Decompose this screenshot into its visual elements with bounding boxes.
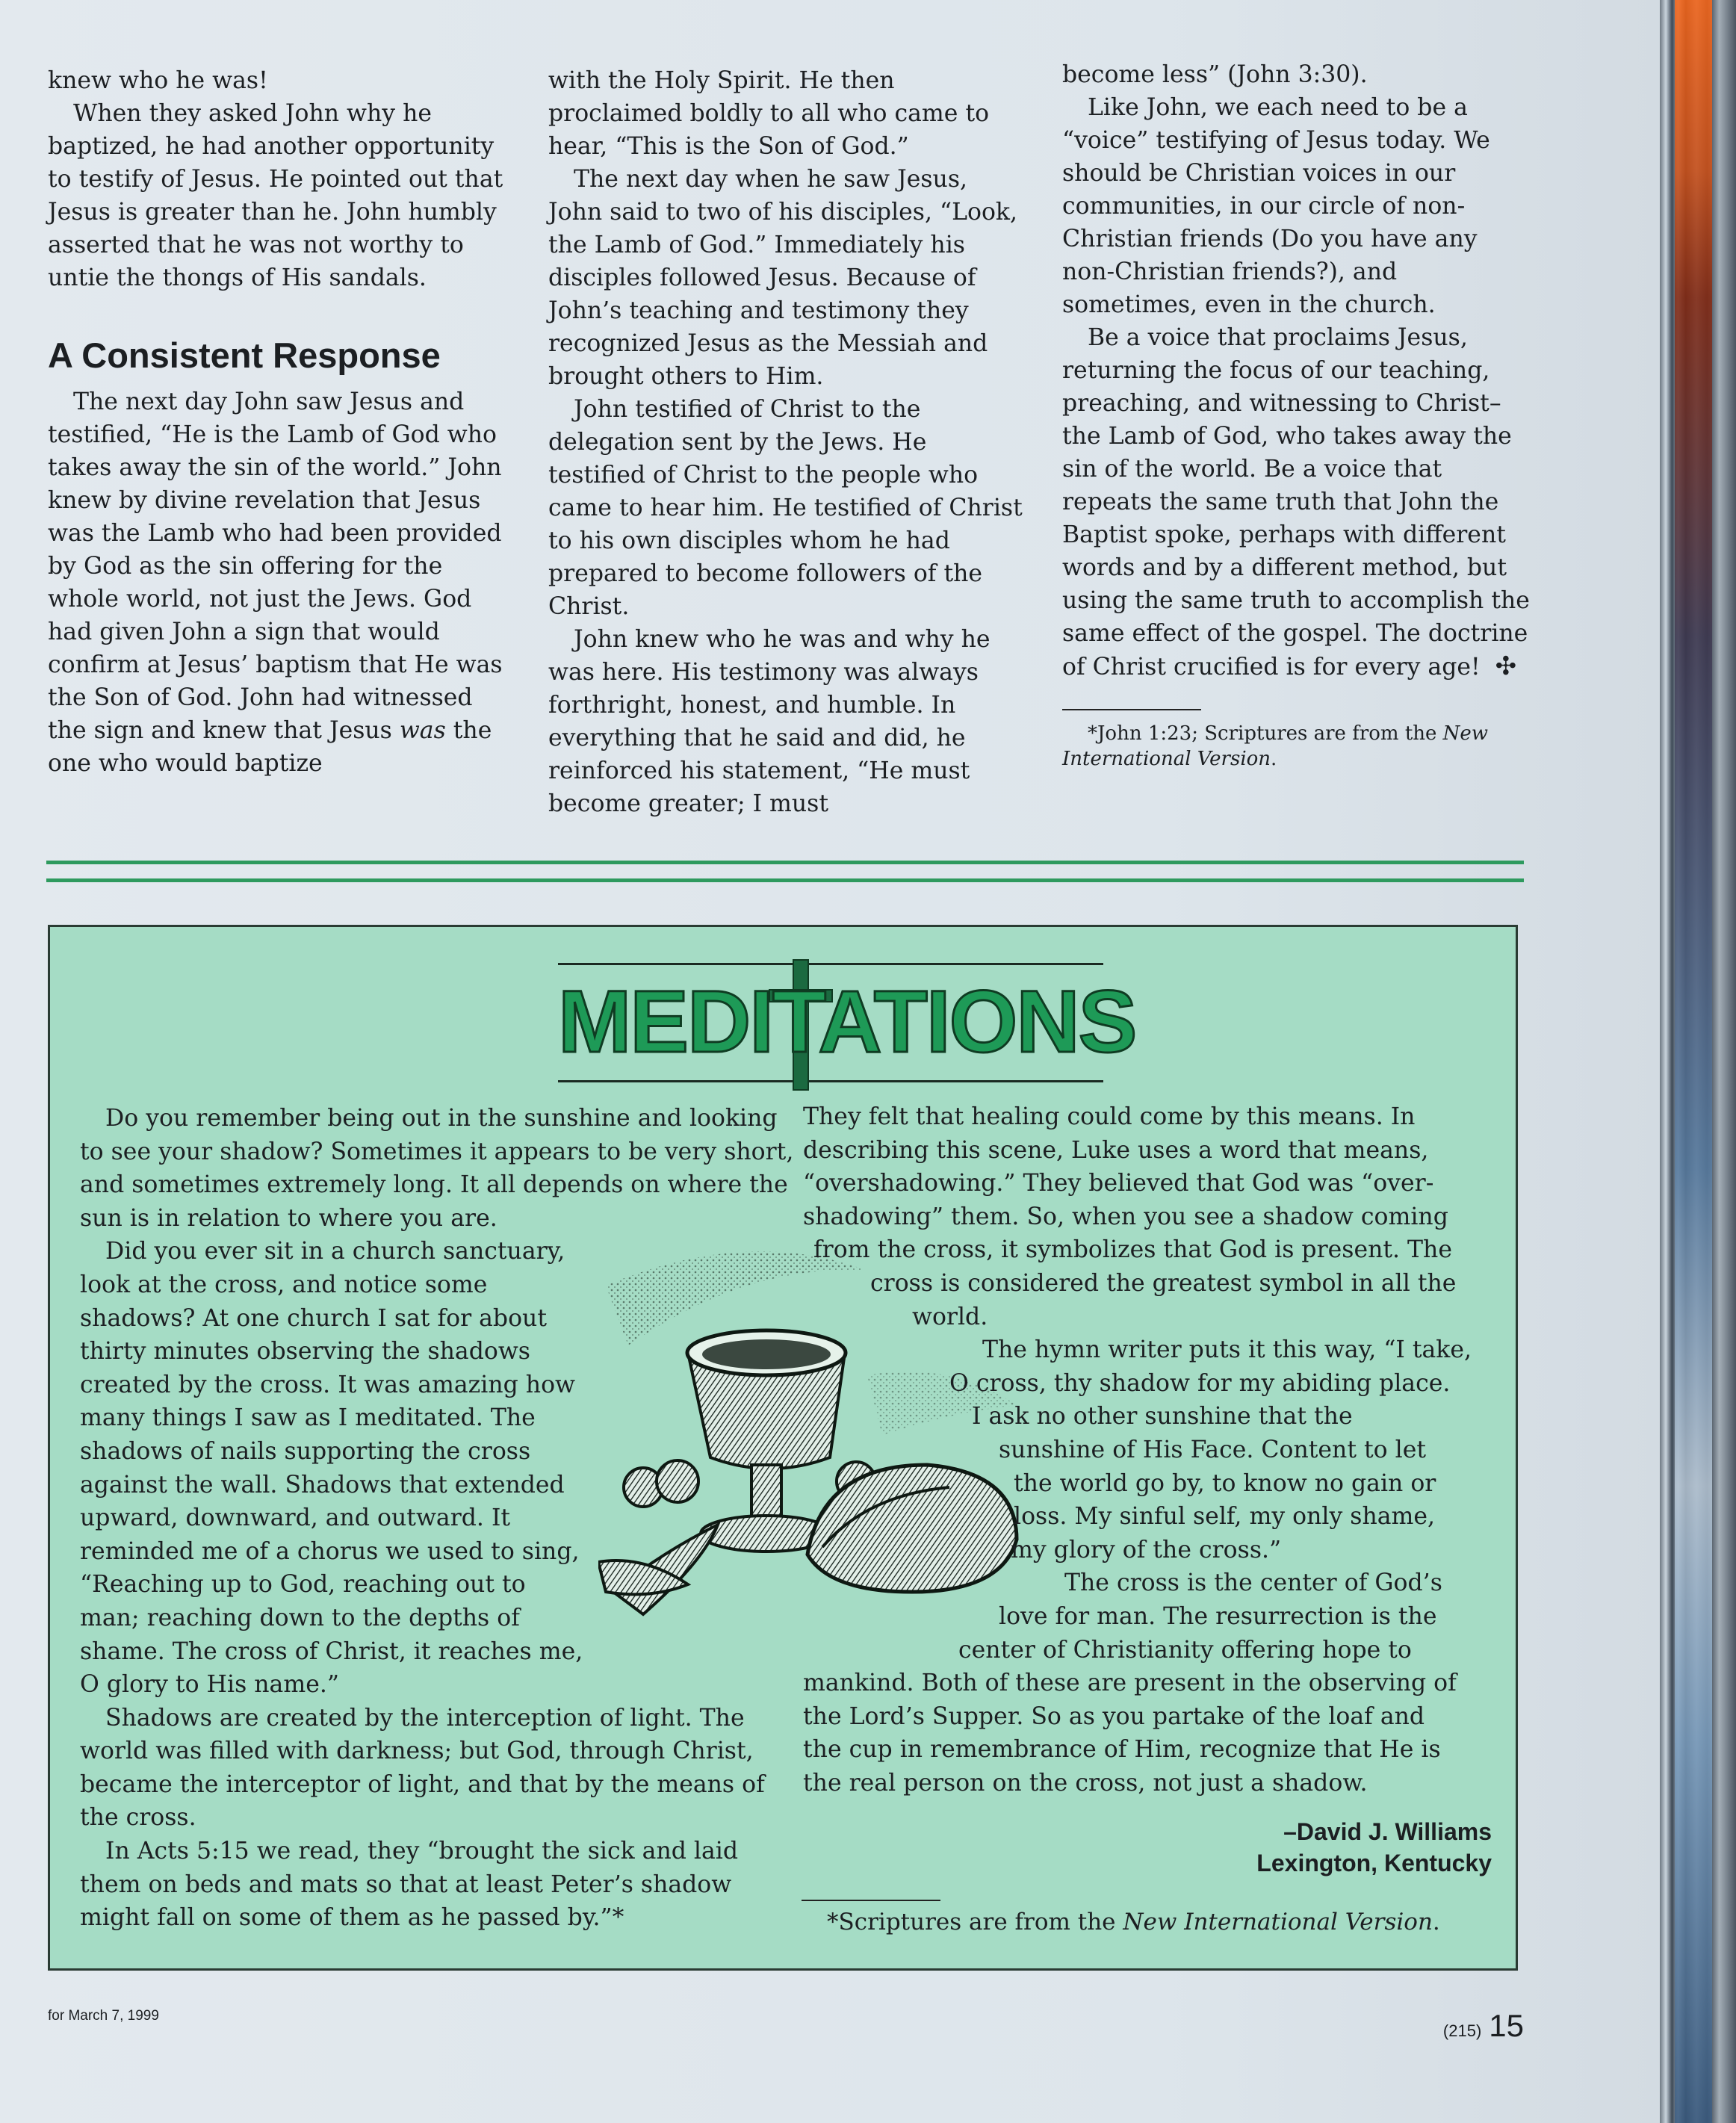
meditations-box bbox=[48, 925, 1518, 1971]
paragraph-text: The next day John saw Jesus and testified, “He is the Lamb of God who takes away the sin of the world.” John knew by divine revelation that Jesus was the Lamb who had been provided by God as the sin offering for the whole world, not just the Jews. God had given John a sign that would confirm at Jesus’ baptism that He was the Son of God. John had witnessed the sign and knew that Jesus bbox=[48, 388, 503, 744]
text-line: They felt that healing could come by this means. In bbox=[803, 1103, 1416, 1130]
text-line: world. bbox=[912, 1303, 988, 1330]
text-line: loss. My sinful self, my only shame, bbox=[1014, 1503, 1436, 1531]
text-line: against the wall. Shadows that extended bbox=[80, 1471, 565, 1499]
text-line: upward, downward, and outward. It bbox=[80, 1504, 511, 1532]
text-line: shadows? At one church I sat for about bbox=[80, 1304, 548, 1332]
text-line: man; reaching down to the depths of bbox=[80, 1604, 520, 1631]
footnote-rule bbox=[802, 1900, 940, 1901]
text-line: from the cross, it symbolizes that God is present. The bbox=[813, 1236, 1452, 1264]
text-line: O glory to His name.” bbox=[80, 1671, 339, 1699]
footnote-emphasis: New International Version bbox=[1123, 1909, 1433, 1936]
paragraph: When they asked John why he baptized, he had another opportunity to testify of Jesus. He pointed out that Jesus is greater than he. John humbly asserted that he was not worthy to untie the thongs of His sandals. bbox=[48, 100, 503, 291]
text-line: mankind. Both of these are present in the observing of bbox=[803, 1670, 1457, 1697]
text-line: the cup in remembrance of Him, recognize that He is bbox=[803, 1736, 1441, 1764]
footnote-emphasis: New International Version bbox=[1062, 722, 1489, 770]
author-name: –David J. Williams bbox=[1283, 1818, 1492, 1845]
meditations-title: MEDITATIONS bbox=[558, 973, 1136, 1071]
footnote-text: . bbox=[1432, 1909, 1440, 1936]
paragraph-text: Be a voice that proclaims Jesus, returning the focus of our teaching, preaching, and witnessing to Christ–the Lamb of God, who takes away the sin of the world. Be a voice that repeats the same truth that John the Baptist spoke, perhaps with different words and by a different method, but using the same truth to accomplish the same effect of the gospel. The doctrine of Christ crucified is for every age! bbox=[1062, 324, 1530, 681]
footnote-text: *Scriptures are from the bbox=[827, 1909, 1123, 1936]
article-column-1 bbox=[48, 64, 506, 780]
paragraph: become less” (John 3:30). bbox=[1062, 61, 1368, 88]
text-line: The hymn writer puts it this way, “I take, bbox=[982, 1336, 1472, 1364]
text-line: my glory of the cross.” bbox=[1011, 1536, 1282, 1563]
footnote-rule bbox=[1062, 709, 1201, 710]
divider-line bbox=[46, 878, 1524, 882]
footnote-text: *John 1:23; Scriptures are from the bbox=[1088, 722, 1443, 745]
text-line: the world go by, to know no gain or bbox=[1014, 1469, 1436, 1497]
paragraph: knew who he was! bbox=[48, 67, 268, 94]
end-mark-icon: ✣ bbox=[1495, 651, 1517, 681]
paragraph: with the Holy Spirit. He then proclaimed boldly to all who came to hear, “This is the Son of God.” bbox=[548, 67, 990, 160]
meditations-masthead bbox=[558, 963, 1136, 1082]
text-line: describing this scene, Luke uses a word that means, bbox=[803, 1136, 1429, 1164]
text-line: the real person on the cross, not just a shadow. bbox=[803, 1769, 1368, 1797]
emphasis-text: was bbox=[399, 717, 446, 744]
meditations-left-column bbox=[80, 1102, 797, 1935]
byline bbox=[834, 1816, 1492, 1879]
text-line: cross is considered the greatest symbol in all the bbox=[870, 1269, 1457, 1297]
section-heading: A Consistent Response bbox=[48, 335, 441, 375]
page-number: 15 bbox=[1489, 2008, 1524, 2043]
author-location: Lexington, Kentucky bbox=[1256, 1850, 1492, 1876]
footnote-text: . bbox=[1271, 748, 1277, 770]
issue-date: for March 7, 1999 bbox=[48, 2008, 159, 2024]
footnote bbox=[1062, 721, 1534, 772]
text-line: created by the cross. It was amazing how bbox=[80, 1371, 576, 1398]
paragraph: John testified of Christ to the delegation sent by the Jews. He testified of Christ to the people who came to hear him. He testified of Christ to his own disciples whom he had prepared to become followers of the Christ. bbox=[548, 396, 1023, 620]
text-line: O cross, thy shadow for my abiding place. bbox=[949, 1369, 1451, 1397]
paragraph: John knew who he was and why he was here. His testimony was always forthright, honest, and humble. In everything that he said and did, he reinforced his statement, “He must become greater; I must bbox=[548, 626, 991, 817]
paragraph: Like John, we each need to be a “voice” testifying of Jesus today. We should be Christian voices in our communities, in our circle of non-Christian friends (Do you have any non-Christian friends?), and sometimes, even in the church. bbox=[1062, 94, 1490, 318]
text-line: thirty minutes observing the shadows bbox=[80, 1338, 530, 1366]
paragraph bbox=[1062, 321, 1534, 684]
text-line: I ask no other sunshine that the bbox=[972, 1403, 1353, 1431]
article-column-3 bbox=[1062, 58, 1534, 772]
text-line: The cross is the center of God’s bbox=[1064, 1569, 1442, 1597]
text-line: “overshadowing.” They believed that God was “over- bbox=[803, 1170, 1434, 1197]
text-line: Did you ever sit in a church sanctuary, bbox=[105, 1238, 565, 1265]
text-line: center of Christianity offering hope to bbox=[958, 1636, 1412, 1664]
text-line: shadowing” them. So, when you see a shadow coming bbox=[803, 1203, 1448, 1230]
text-line: sunshine of His Face. Content to let bbox=[999, 1436, 1426, 1463]
text-line: look at the cross, and notice some bbox=[80, 1271, 488, 1298]
paragraph: Do you remember being out in the sunshine and looking to see your shadow? Sometimes it appears to be very short, and sometimes extremely long. It all depends on where the sun is in relation to where you are. bbox=[80, 1105, 794, 1232]
paragraph: The next day when he saw Jesus, John said to two of his disciples, “Look, the Lamb of God.” Immediately his disciples followed Jesus. Because of John’s teaching and testimony they recognized Jesus as the Messiah and brought others to Him. bbox=[548, 166, 1018, 390]
divider-line bbox=[46, 861, 1524, 864]
text-line: shame. The cross of Christ, it reaches me, bbox=[80, 1637, 583, 1665]
paragraph: Shadows are created by the interception of light. The world was filled with darkness; but God, through Christ, became the interceptor of light, and that by the means of the cross. bbox=[80, 1704, 765, 1832]
section-divider bbox=[46, 861, 1524, 886]
meditations-right-column bbox=[803, 1100, 1520, 1800]
text-line: “Reaching up to God, reaching out to bbox=[80, 1571, 526, 1599]
paragraph bbox=[80, 1235, 797, 1701]
text-line: reminded me of a chorus we used to sing, bbox=[80, 1537, 580, 1565]
text-line: shadows of nails supporting the cross bbox=[80, 1437, 531, 1465]
text-line: many things I saw as I meditated. The bbox=[80, 1404, 536, 1432]
paragraph-text: the one who would baptize bbox=[48, 717, 492, 777]
page-folio bbox=[1419, 2008, 1524, 2044]
adjacent-page-photo bbox=[1675, 0, 1712, 2123]
article-column-2 bbox=[548, 64, 1026, 820]
text-line: the Lord’s Supper. So as you partake of the loaf and bbox=[803, 1702, 1425, 1730]
issue-page: (215) bbox=[1442, 2021, 1482, 2040]
paragraph bbox=[48, 385, 506, 780]
footnote bbox=[827, 1906, 1499, 1938]
text-line: love for man. The resurrection is the bbox=[999, 1602, 1437, 1630]
paragraph: In Acts 5:15 we read, they “brought the sick and laid them on beds and mats so that at least Peter’s shadow might fall on some of them as he passed by.”* bbox=[80, 1838, 739, 1932]
